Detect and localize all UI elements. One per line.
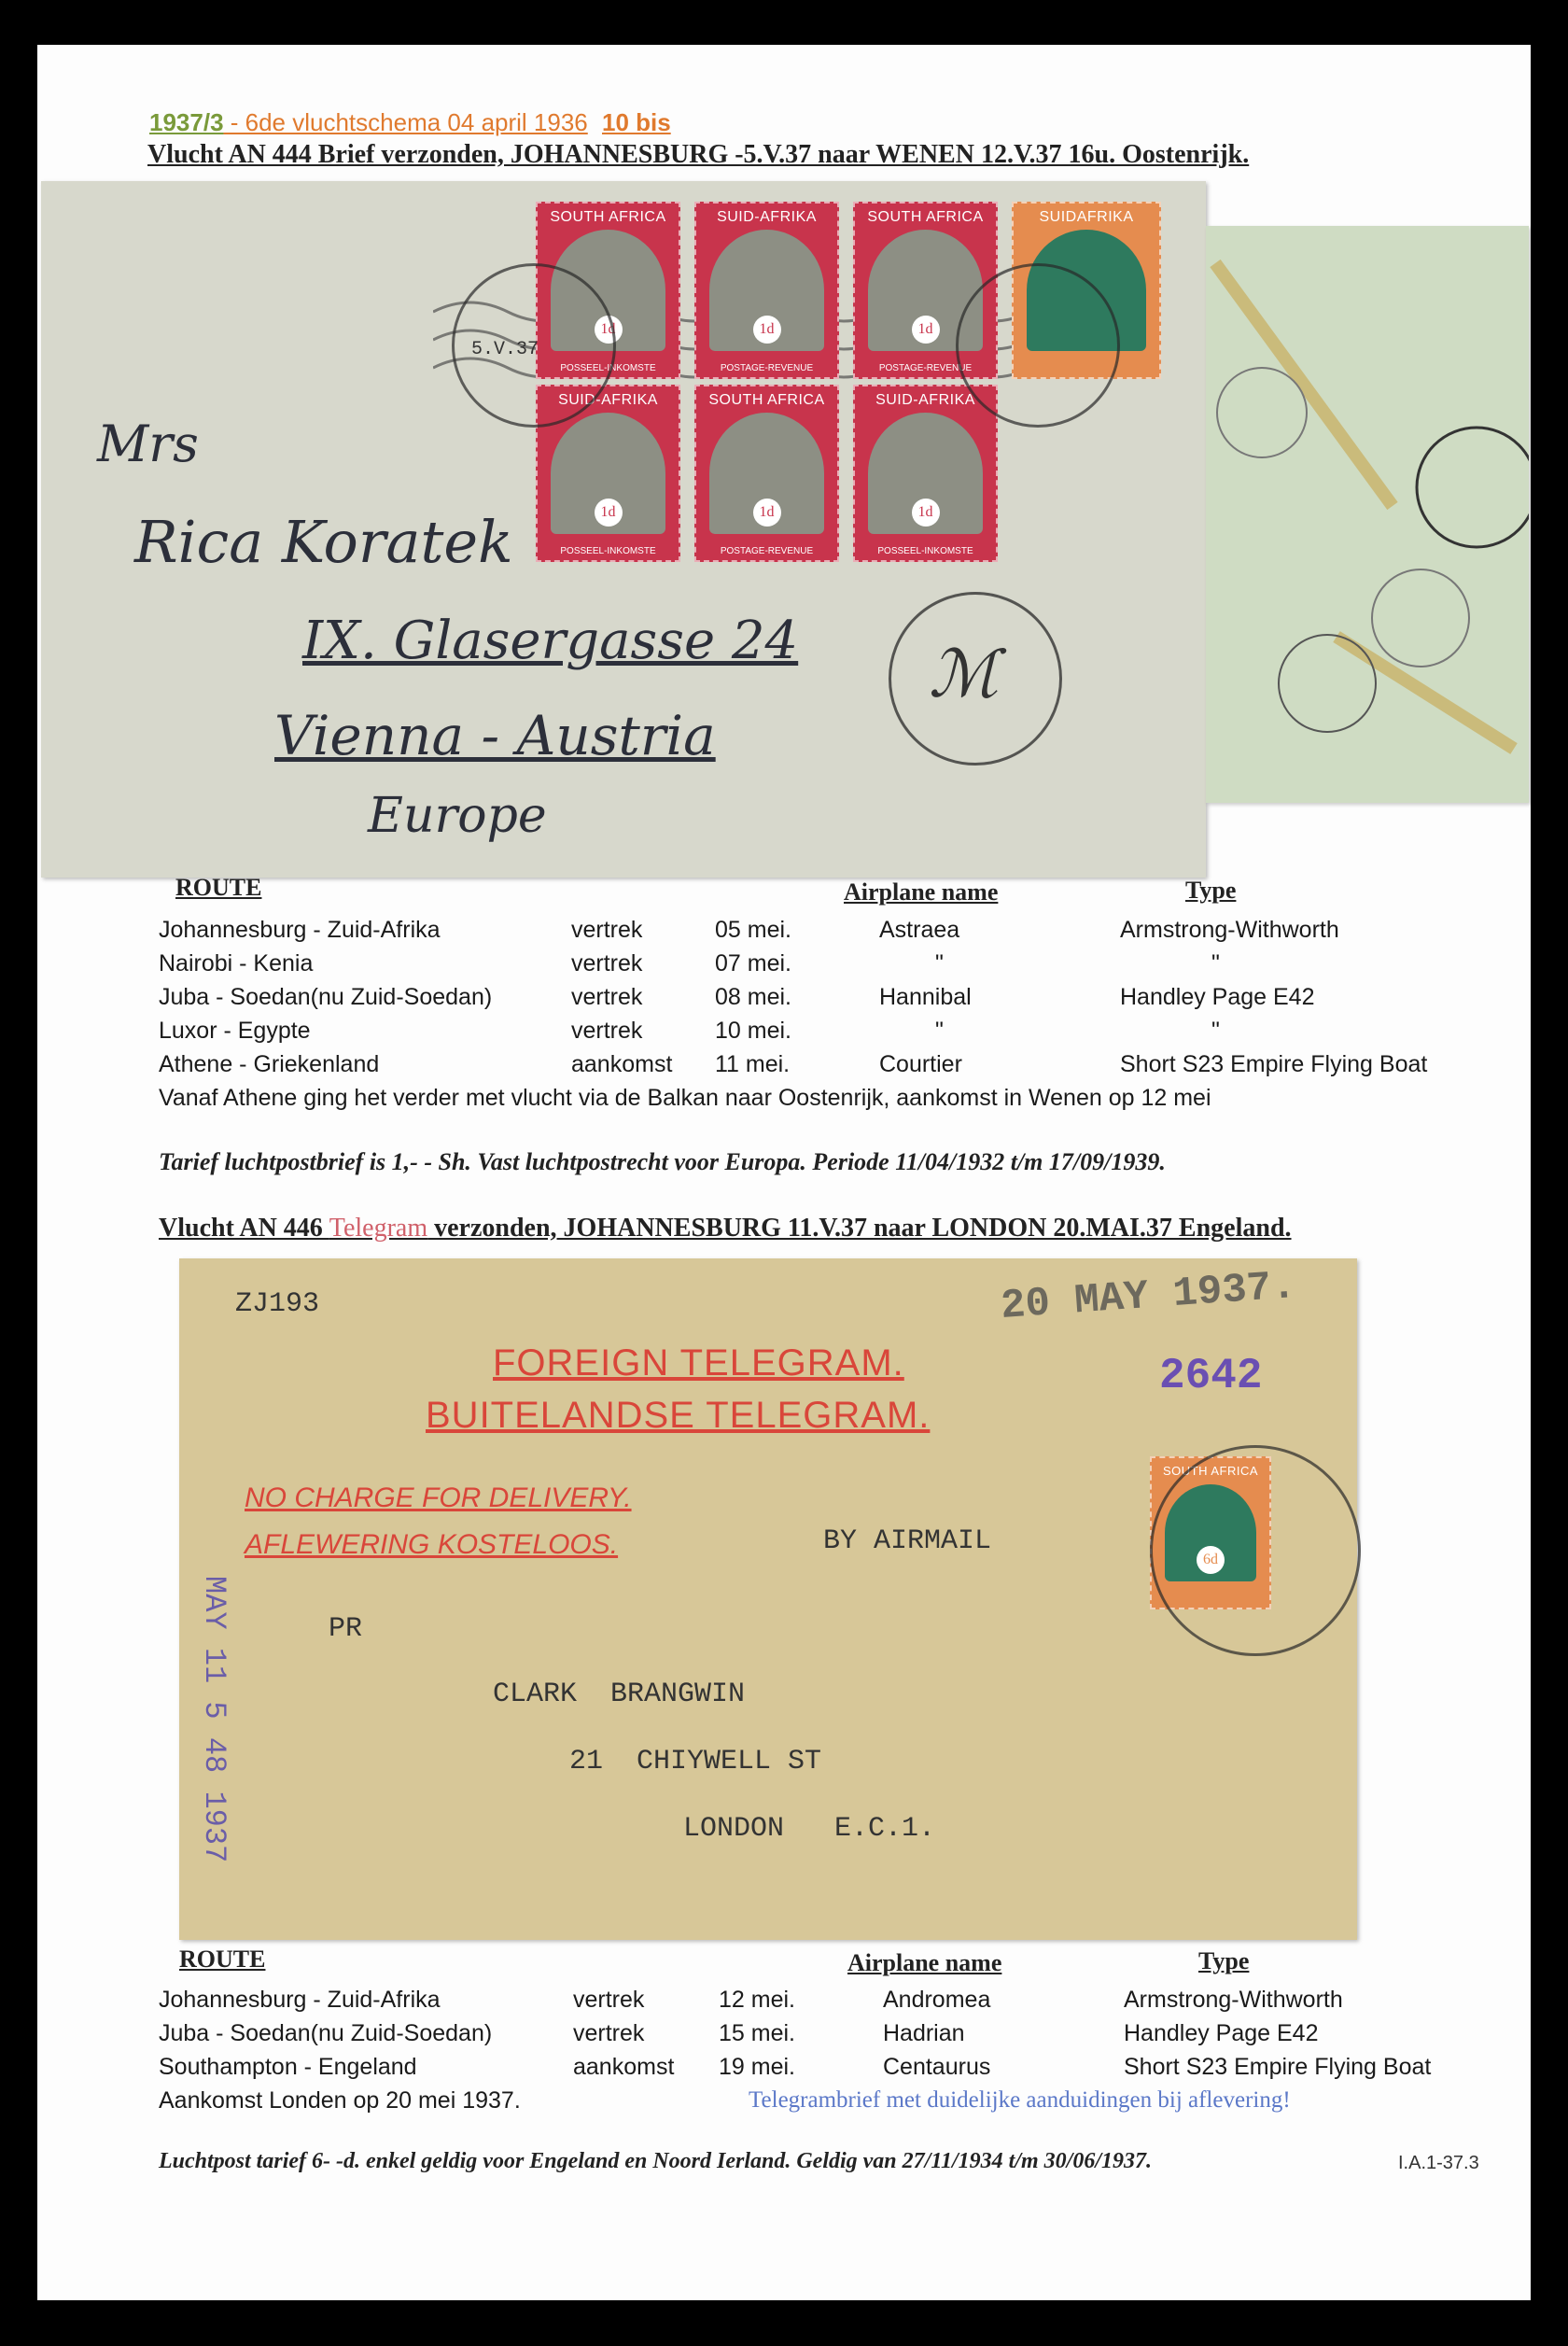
stamp-value: 1d: [595, 499, 623, 527]
action: vertrek: [571, 1018, 643, 1044]
stamp-label: SOUTH AFRICA: [708, 392, 825, 408]
album-page: [37, 45, 1531, 2300]
flight2-title-a: Vlucht AN 446: [159, 1214, 329, 1243]
stamp-label: SUID-AFRIKA: [558, 392, 658, 408]
place: Juba - Soedan(nu Zuid-Soedan): [159, 984, 493, 1010]
plane: Hadrian: [883, 2020, 965, 2046]
stamp-value: 1d: [753, 499, 781, 527]
route1-note: Vanaf Athene ging het verder met vlucht via de Balkan naar Oostenrijk, aankomst in Wenen op 12 mei: [159, 1085, 1211, 1111]
action: vertrek: [571, 950, 643, 976]
date: 05 mei.: [715, 917, 791, 943]
route2-header-route: ROUTE: [179, 1946, 266, 1973]
date: 15 mei.: [719, 2020, 795, 2046]
place: Johannesburg - Zuid-Afrika: [159, 917, 441, 943]
flight2-title-b: verzonden, JOHANNESBURG 11.V.37 naar LONDON 20.MAI.37 Engeland.: [427, 1214, 1292, 1243]
date: 08 mei.: [715, 984, 791, 1010]
stamp-inscription: POSSEEL-INKOMSTE: [560, 363, 656, 373]
route2-note: Aankomst Londen op 20 mei 1937.: [159, 2087, 521, 2114]
plane: Andromea: [883, 1987, 991, 2013]
telegram-number: 2642: [1159, 1352, 1263, 1400]
recipient-name: CLARK BRANGWIN: [493, 1679, 746, 1710]
plane: ": [935, 1018, 944, 1044]
type: Handley Page E42: [1124, 2020, 1319, 2046]
flight1-title: Vlucht AN 444 Brief verzonden, JOHANNESBURG -5.V.37 naar WENEN 12.V.37 16u. Oostenrijk.: [147, 140, 1250, 169]
censor-mark-circle: [889, 592, 1062, 766]
plane: ": [935, 950, 944, 976]
telegram-code: ZJ193: [235, 1288, 320, 1320]
route2-header-airplane: Airplane name: [847, 1949, 1002, 1976]
type: ": [1211, 950, 1220, 976]
pr-label: PR: [329, 1613, 363, 1645]
aflewering-notice: AFLEWERING KOSTELOOS.: [245, 1529, 619, 1560]
page-reference: I.A.1-37.3: [1398, 2153, 1479, 2173]
page-heading: [149, 108, 671, 137]
airmail-cover-1: [41, 181, 1206, 878]
stamp-label: SOUTH AFRICA: [550, 209, 666, 225]
side-receipt-stamp: MAY 11 5 48 1937: [197, 1576, 231, 1863]
date: 07 mei.: [715, 950, 791, 976]
action: vertrek: [573, 2020, 645, 2046]
censor-mark-icon: ℳ: [929, 639, 999, 711]
type: Handley Page E42: [1120, 984, 1315, 1010]
place: Luxor - Egypte: [159, 1018, 311, 1044]
route1-header-type: Type: [1185, 877, 1237, 904]
by-airmail-label: BY AIRMAIL: [823, 1525, 992, 1557]
date: 19 mei.: [719, 2054, 795, 2080]
route2-header-type: Type: [1198, 1947, 1250, 1974]
cover-1-back: [1206, 226, 1529, 803]
stamp-label: SOUTH AFRICA: [1162, 1464, 1259, 1478]
stamp-label: SUIDAFRIKA: [1039, 209, 1134, 225]
stamp-label: SOUTH AFRICA: [867, 209, 984, 225]
plane: Courtier: [879, 1051, 962, 1077]
stamp-label: SUID-AFRIKA: [875, 392, 975, 408]
stamp-value: 1d: [753, 316, 781, 344]
stamp-inscription: POSTAGE-REVENUE: [878, 363, 973, 373]
action: aankomst: [571, 1051, 673, 1077]
envelope-flap-icon: [1206, 226, 1529, 803]
address-line-3: IX. Glasergasse 24: [302, 611, 799, 671]
stamp-inscription: POSSEEL-INKOMSTE: [877, 546, 973, 556]
telegram-cover: [179, 1258, 1357, 1940]
stamp-inscription: POSSEEL-INKOMSTE: [560, 546, 656, 556]
address-line-2: Rica Koratek: [134, 508, 513, 576]
plane: Astraea: [879, 917, 960, 943]
type: ": [1211, 1018, 1220, 1044]
action: vertrek: [573, 1987, 645, 2013]
postmark-johannesburg-2: [956, 263, 1120, 428]
buitelandse-telegram-title: BUITELANDSE TELEGRAM.: [426, 1395, 931, 1436]
stamp-inscription: POSTAGE-REVENUE: [720, 546, 814, 556]
stamp-inscription: POSTAGE-REVENUE: [720, 363, 814, 373]
stamp-ship-5: [694, 385, 839, 562]
tariff-note-1: Tarief luchtpostbrief is 1,- - Sh. Vast luchtpostrecht voor Europa. Periode 11/04/1932 t/m 17/09/1939.: [159, 1148, 1166, 1175]
address-line-4: Vienna - Austria: [274, 704, 716, 767]
type: Armstrong-Withworth: [1124, 1987, 1343, 2013]
place: Juba - Soedan(nu Zuid-Soedan): [159, 2020, 493, 2046]
series-code: 1937/3: [149, 108, 224, 136]
action: vertrek: [571, 984, 643, 1010]
stamp-label: SUID-AFRIKA: [717, 209, 817, 225]
no-charge-notice: NO CHARGE FOR DELIVERY.: [245, 1482, 632, 1513]
place: Nairobi - Kenia: [159, 950, 314, 976]
flight2-telegram-link: Telegram: [329, 1214, 428, 1243]
stamp-ship-6: [853, 385, 998, 562]
stamp-value: 6d: [1197, 1546, 1225, 1574]
address-line-1: Mrs: [97, 414, 199, 473]
telegram-postmark: [1150, 1445, 1361, 1656]
address-line-5: Europe: [368, 788, 547, 844]
plane: Centaurus: [883, 2054, 991, 2080]
place: Southampton - Engeland: [159, 2054, 417, 2080]
stamp-value: 1d: [912, 316, 940, 344]
action: aankomst: [573, 2054, 675, 2080]
type: Armstrong-Withworth: [1120, 917, 1339, 943]
tariff-note-2: Luchtpost tarief 6- -d. enkel geldig voor Engeland en Noord Ierland. Geldig van 27/11/1934 t/m 30/06/1937.: [159, 2149, 1153, 2173]
place: Athene - Griekenland: [159, 1051, 380, 1077]
telegram-remark: Telegrambrief met duidelijke aanduidingen bij aflevering!: [749, 2087, 1291, 2113]
type: Short S23 Empire Flying Boat: [1124, 2054, 1432, 2080]
foreign-telegram-title: FOREIGN TELEGRAM.: [493, 1342, 904, 1384]
route1-header-airplane: Airplane name: [844, 878, 999, 906]
place: Johannesburg - Zuid-Afrika: [159, 1987, 441, 2013]
date: 12 mei.: [719, 1987, 795, 2013]
schedule-title: - 6de vluchtschema 04 april 1936: [223, 108, 588, 136]
stamp-value: 1d: [595, 316, 623, 344]
page-number-bis: 10 bis: [602, 108, 671, 136]
postmark-date: 5.V.37: [471, 339, 539, 360]
recipient-street: 21 CHIYWELL ST: [569, 1746, 822, 1777]
action: vertrek: [571, 917, 643, 943]
plane: Hannibal: [879, 984, 972, 1010]
recipient-city: LONDON E.C.1.: [683, 1813, 936, 1845]
stamp-ship-2: [694, 202, 839, 379]
stamp-value: 1d: [912, 499, 940, 527]
route1-header-route: ROUTE: [175, 874, 262, 901]
date: 11 mei.: [715, 1051, 791, 1077]
postmark-johannesburg: [452, 263, 616, 428]
date: 10 mei.: [715, 1018, 791, 1044]
arrival-date-stamp: 20 MAY 1937.: [999, 1263, 1298, 1330]
flight2-title: [159, 1214, 1292, 1243]
type: Short S23 Empire Flying Boat: [1120, 1051, 1428, 1077]
